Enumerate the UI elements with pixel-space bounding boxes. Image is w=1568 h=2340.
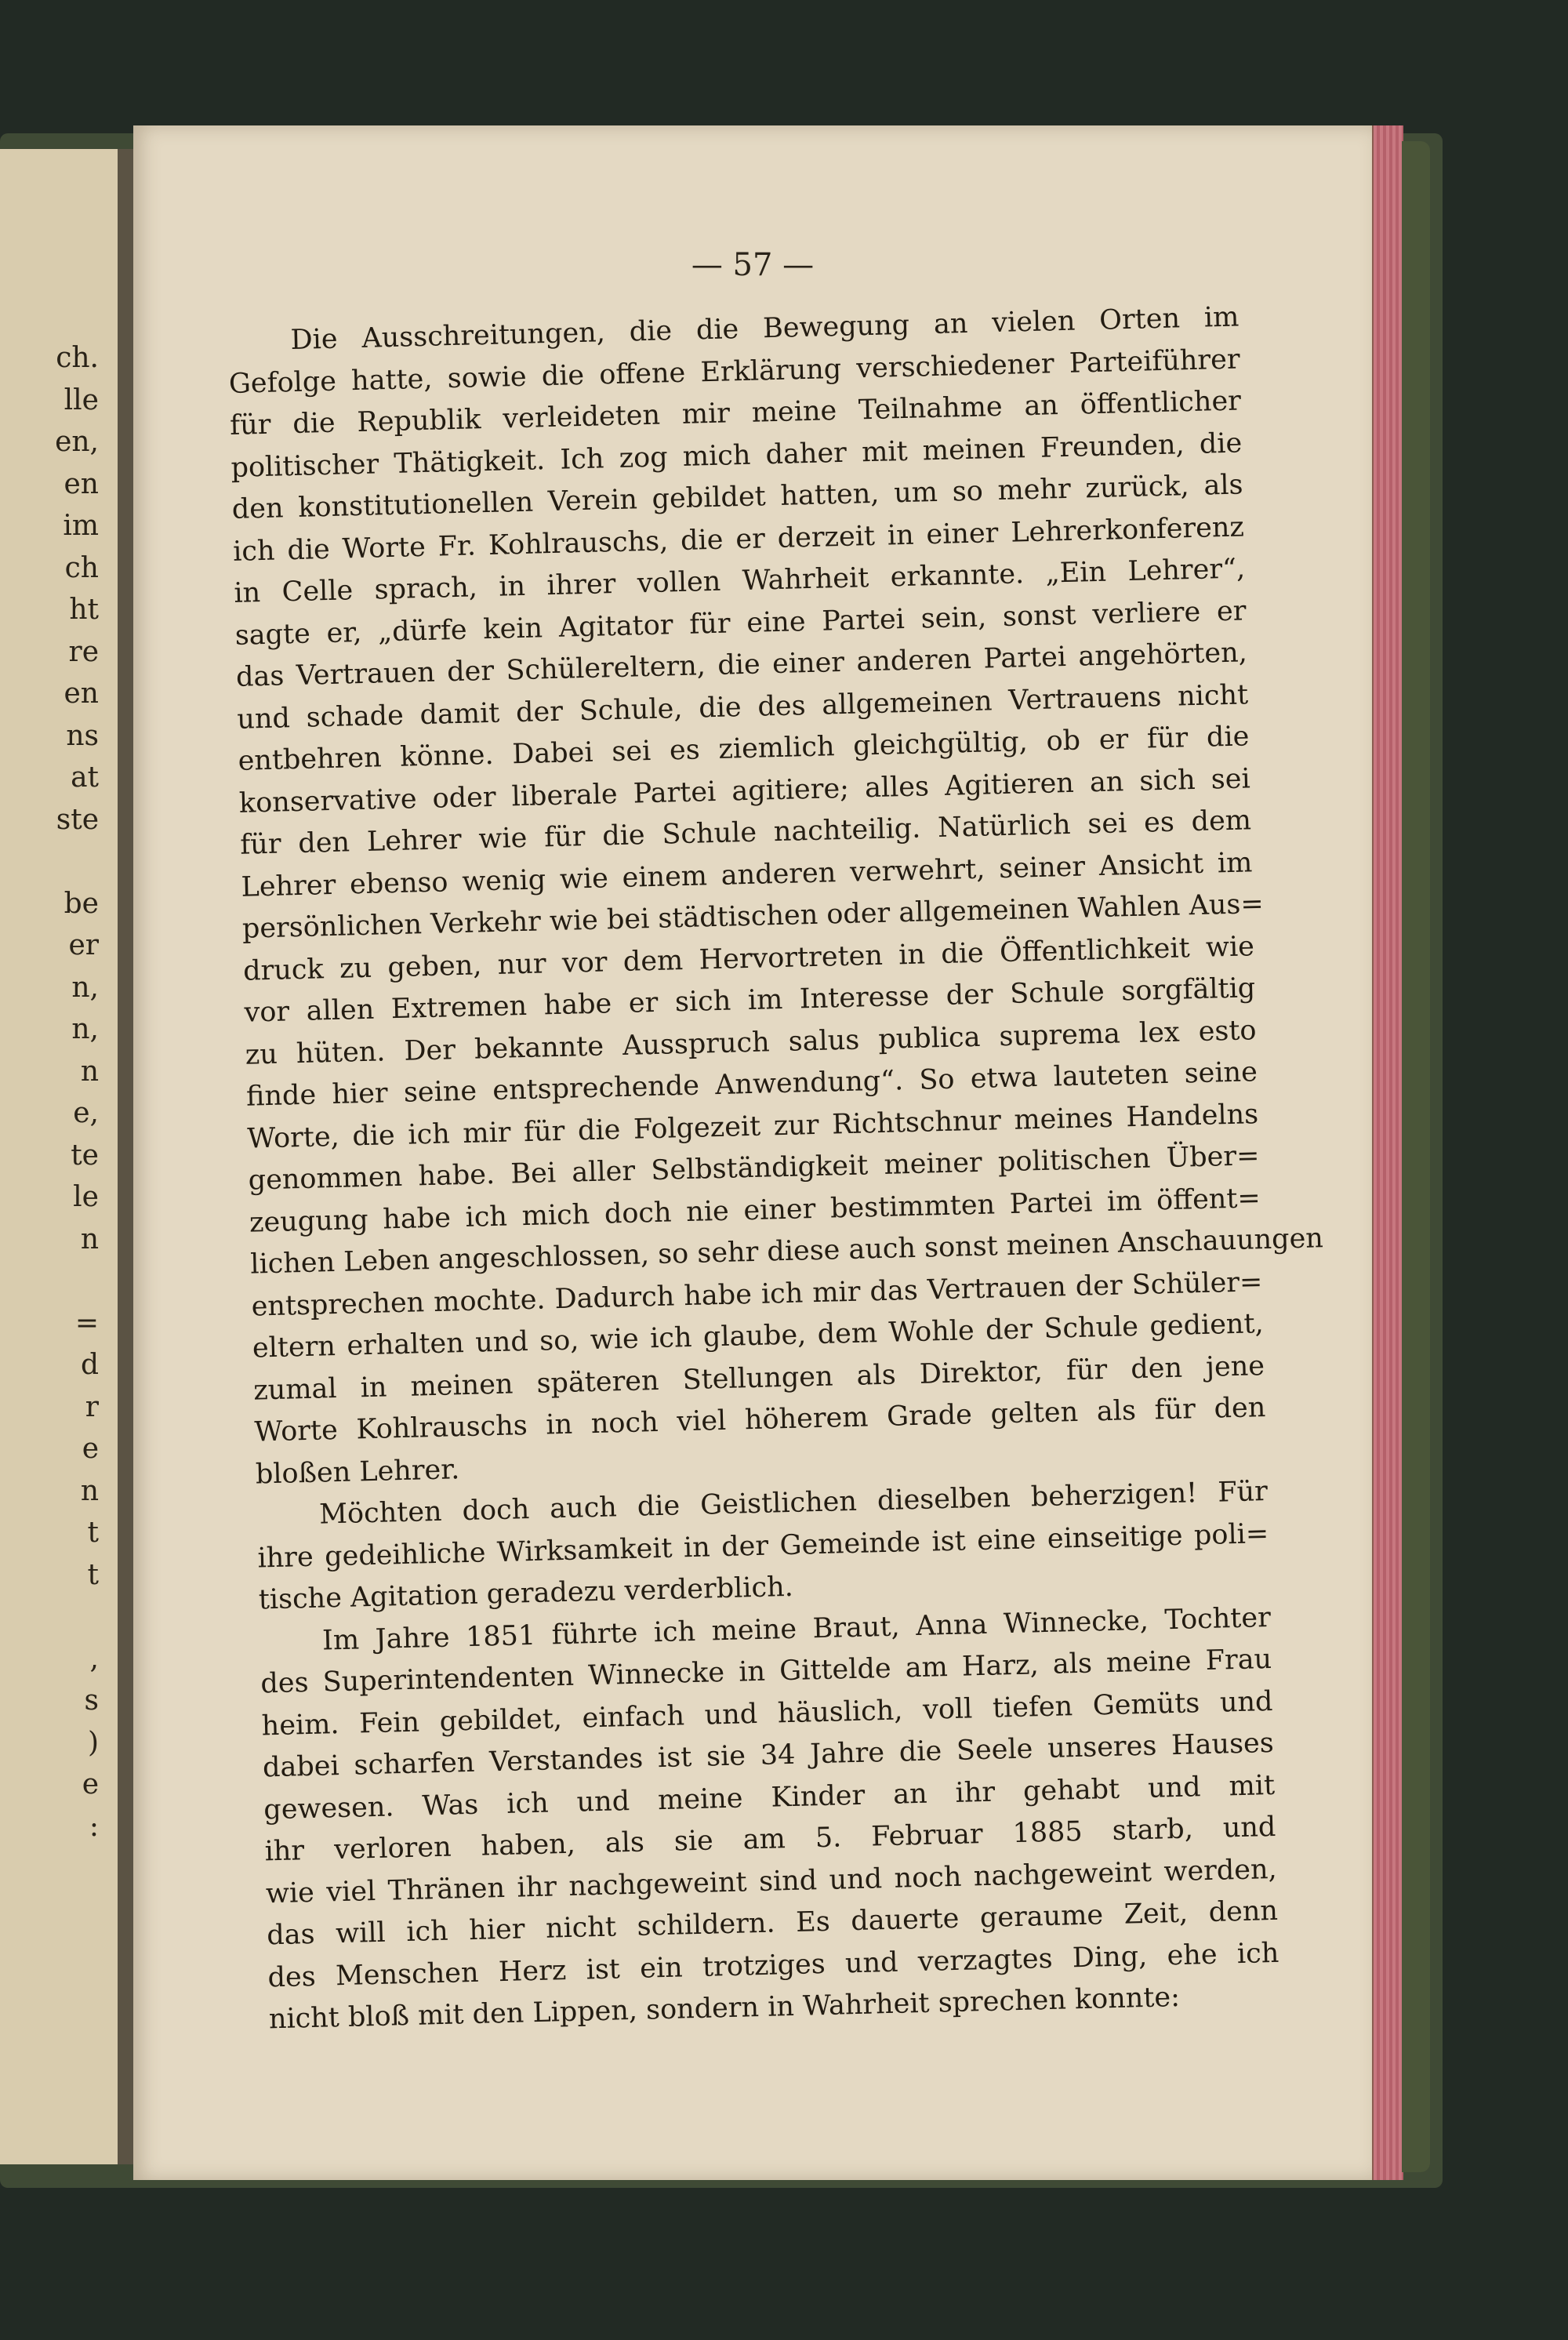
- text-line: vor allen Extremen habe er sich im Interesse der Schule sorgfältig: [244, 972, 1256, 1029]
- left-page-fragment: ch: [64, 551, 99, 584]
- text-line: das Vertrauen der Schülereltern, die einer anderen Partei angehörten,: [235, 637, 1248, 693]
- left-page-fragment: en: [64, 467, 99, 500]
- page-edges: [1372, 125, 1403, 2180]
- left-page-fragment: en,: [55, 426, 99, 458]
- left-page-fragment: at: [71, 761, 99, 794]
- text-line: ich die Worte Fr. Kohlrauschs, die er derzeit in einer Lehrerkonferenz: [232, 511, 1245, 568]
- left-page-fragment: ): [87, 1726, 99, 1759]
- text-line: Lehrer ebenso wenig wie einem anderen verwehrt, seiner Ansicht im: [241, 846, 1253, 903]
- text-line: den konstitutionellen Verein gebildet hatten, um so mehr zurück, als: [231, 469, 1243, 525]
- left-page-fragment: n: [80, 1223, 99, 1255]
- left-page-fragment: re: [68, 635, 99, 668]
- left-page-fragment: en: [64, 678, 99, 710]
- left-page-fragment: r: [85, 1390, 99, 1423]
- text-line: entbehren könne. Dabei sei es ziemlich gleichgültig, ob er für die: [238, 721, 1250, 777]
- page-number: — 57 —: [691, 247, 815, 283]
- left-page-fragment: ht: [69, 594, 99, 626]
- text-line: zu hüten. Der bekannte Ausspruch salus publica suprema lex esto: [245, 1014, 1257, 1071]
- text-line: dabei scharfen Verstandes ist sie 34 Jahre die Seele unseres Hauses: [262, 1727, 1275, 1784]
- left-page-fragment: n,: [71, 971, 99, 1004]
- left-page-text-fragments: [0, 337, 110, 1843]
- text-line: politischer Thätigkeit. Ich zog mich daher mit meinen Freunden, die: [230, 427, 1243, 484]
- text-line: persönlichen Verkehr wie bei städtischen oder allgemeinen Wahlen Aus=: [241, 888, 1265, 945]
- text-line: ihre gedeihliche Wirksamkeit in der Gemeinde ist eine einseitige poli=: [257, 1517, 1269, 1575]
- text-line: nicht bloß mit den Lippen, sondern in Wahrheit sprechen konnte:: [268, 1981, 1181, 2036]
- left-page: [0, 149, 121, 2164]
- text-line: genommen habe. Bei aller Selbständigkeit meiner politischen Über=: [248, 1140, 1260, 1197]
- cover-edge: [1402, 141, 1430, 2172]
- left-page-fragment: ste: [56, 803, 99, 836]
- text-line: zumal in meinen späteren Stellungen als Direktor, für den jene: [252, 1350, 1265, 1407]
- text-line: Worte, die ich mir für die Folgezeit zur Richtschnur meines Handelns: [246, 1098, 1259, 1155]
- paragraph: [256, 1471, 1271, 1622]
- left-page-fragment: ch.: [56, 342, 99, 374]
- text-line: zeugung habe ich mich doch nie einer bestimmten Partei im öffent=: [249, 1182, 1261, 1239]
- book-gutter: [118, 149, 133, 2164]
- left-page-fragment: er: [68, 929, 99, 961]
- left-page-fragment: t: [87, 1558, 99, 1591]
- text-line: Worte Kohlrauschs in noch viel höherem Grade gelten als für den: [254, 1392, 1266, 1448]
- text-line: bloßen Lehrer.: [255, 1453, 460, 1491]
- left-page-fragment: e: [82, 1433, 99, 1465]
- text-line: Gefolge hatte, sowie die offene Erklärung verschiedener Parteiführer: [228, 343, 1241, 400]
- text-line: wie viel Thränen ihr nachgeweint sind und noch nachgeweint werden,: [265, 1853, 1278, 1909]
- text-line: finde hier seine entsprechende Anwendung“. So etwa lauteten seine: [245, 1056, 1258, 1113]
- left-page-fragment: n: [80, 1055, 99, 1088]
- text-line: das will ich hier nicht schildern. Es dauerte geraume Zeit, denn: [266, 1895, 1279, 1952]
- text-line: Möchten doch auch die Geistlichen dieselben beherzigen! Für: [318, 1476, 1269, 1531]
- paragraph: [260, 1597, 1281, 2040]
- text-line: gewesen. Was ich und meine Kinder an ihr gehabt und mit: [263, 1769, 1276, 1826]
- text-line: entsprechen mochte. Dadurch habe ich mir das Vertrauen der Schüler=: [251, 1266, 1263, 1323]
- left-page-fragment: e,: [73, 1097, 99, 1129]
- text-line: heim. Fein gebildet, einfach und häuslich, voll tiefen Gemüts und: [261, 1685, 1273, 1742]
- left-page-fragment: ,: [89, 1642, 99, 1675]
- body-text: [227, 296, 1324, 2036]
- left-page-fragment: t: [87, 1517, 99, 1549]
- left-page-fragment: [0, 1848, 110, 1890]
- left-page-fragment: s: [84, 1684, 99, 1717]
- left-page-fragment: n,: [71, 1013, 99, 1045]
- text-line: für den Lehrer wie für die Schule nachteilig. Natürlich sei es dem: [239, 805, 1252, 861]
- text-line: Die Ausschreitungen, die die Bewegung an vielen Orten im: [290, 301, 1240, 357]
- text-line: eltern erhalten und so, wie ich glaube, dem Wohle der Schule gedient,: [252, 1308, 1265, 1364]
- text-line: in Celle sprach, in ihrer vollen Wahrheit erkannte. „Ein Lehrer“,: [233, 553, 1246, 609]
- left-page-fragment: e: [82, 1768, 99, 1800]
- left-page-fragment: te: [71, 1139, 99, 1172]
- text-line: ihr verloren haben, als sie am 5. Februar 1885 starb, und: [264, 1811, 1276, 1868]
- left-page-fragment: d: [80, 1349, 99, 1381]
- left-page-fragment: im: [63, 510, 99, 542]
- text-line: sagte er, „dürfe kein Agitator für eine Partei sein, sonst verliere er: [234, 594, 1247, 652]
- left-page-fragment: n: [80, 1474, 99, 1507]
- left-page-fragment: [0, 1596, 110, 1638]
- left-page-fragment: lle: [64, 383, 99, 416]
- text-line: des Menschen Herz ist ein trotziges und verzagtes Ding, ehe ich: [267, 1937, 1279, 1993]
- left-page-fragment: be: [64, 887, 99, 920]
- text-line: Im Jahre 1851 führte ich meine Braut, Anna Winnecke, Tochter: [321, 1601, 1272, 1657]
- left-page-fragment: [0, 841, 110, 883]
- text-line: druck zu geben, nur vor dem Hervortreten in die Öffentlichkeit wie: [242, 930, 1255, 987]
- left-page-fragment: le: [73, 1181, 99, 1213]
- text-line: konservative oder liberale Partei agitiere; alles Agitieren an sich sei: [238, 762, 1251, 819]
- text-line: des Superintendenten Winnecke in Gittelde am Harz, als meine Frau: [260, 1643, 1272, 1700]
- paragraph: [227, 296, 1324, 1495]
- text-line: tische Agitation geradezu verderblich.: [258, 1571, 794, 1616]
- left-page-fragment: =: [74, 1306, 99, 1339]
- text-line: lichen Leben angeschlossen, so sehr diese auch sonst meinen Anschauungen: [249, 1223, 1324, 1281]
- left-page-fragment: :: [89, 1810, 99, 1843]
- left-page-fragment: ns: [66, 719, 99, 752]
- text-line: und schade damit der Schule, die des allgemeinen Vertrauens nicht: [236, 678, 1249, 736]
- left-page-fragment: [0, 1260, 110, 1303]
- text-line: für die Republik verleideten mir meine Teilnahme an öffentlicher: [229, 385, 1242, 441]
